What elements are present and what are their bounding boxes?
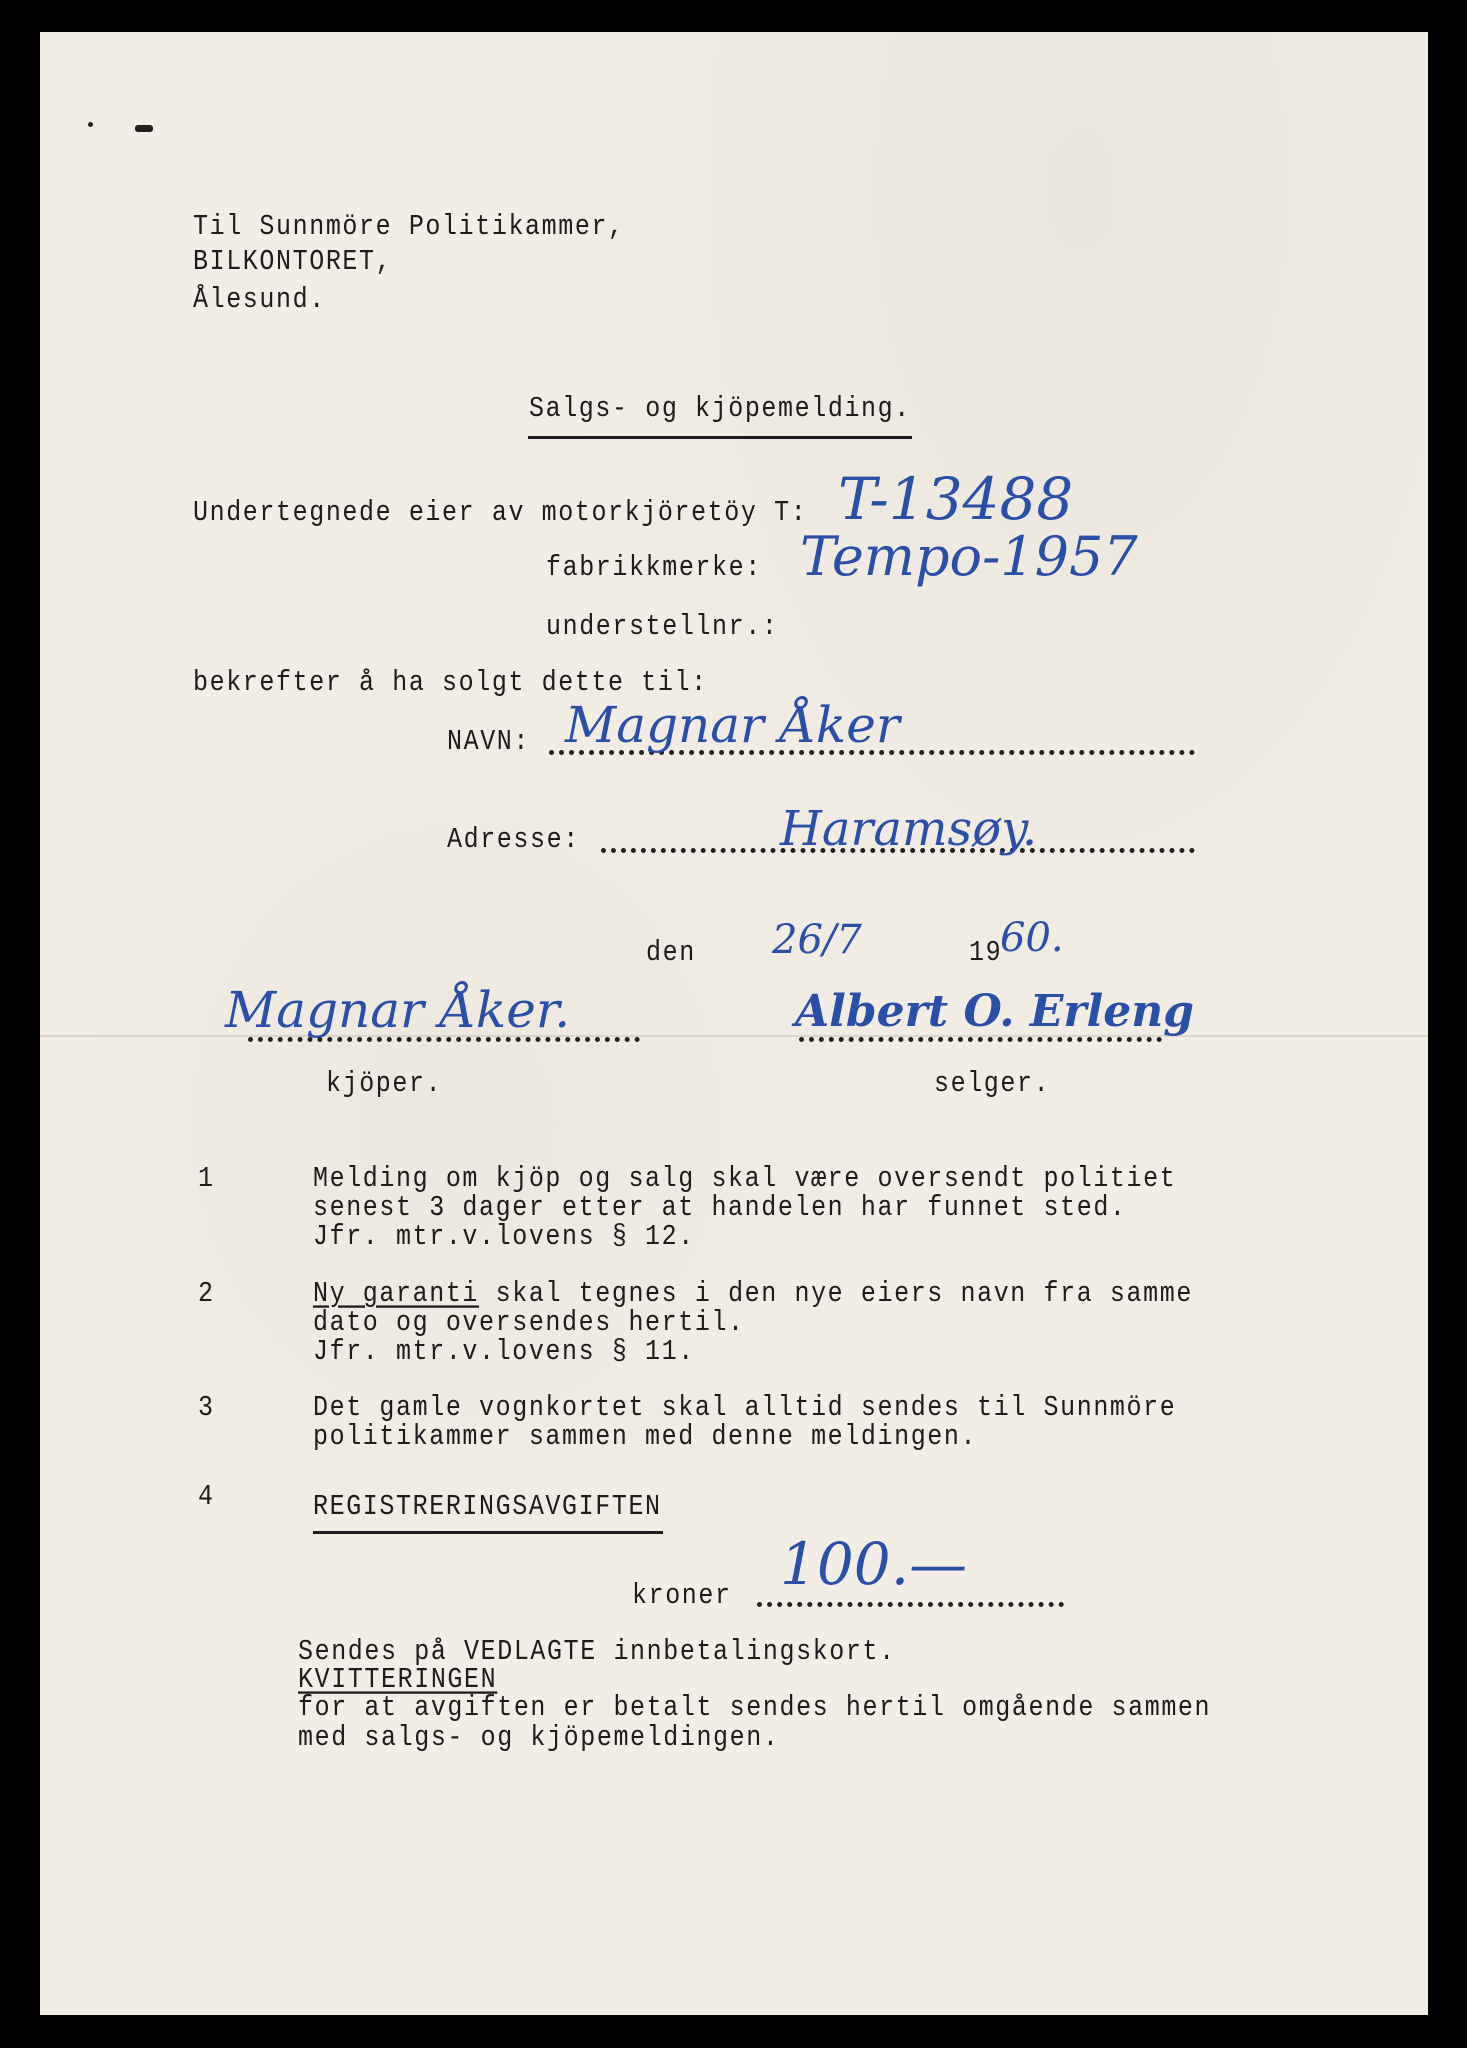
chassis-label: understellnr.: <box>546 609 779 644</box>
fee-heading: REGISTRERINGSAVGIFTEN <box>313 1489 662 1524</box>
registration-handwritten: T-13488 <box>838 465 1074 533</box>
ink-speck <box>88 122 93 127</box>
footer-line: Sendes på VEDLAGTE innbetalingskort. <box>298 1634 896 1669</box>
address-label: Adresse: <box>447 822 580 857</box>
buyer-label: kjöper. <box>326 1066 443 1101</box>
fee-label: kroner <box>632 1578 732 1613</box>
recipient-line-2: BILKONTORET, <box>193 244 393 279</box>
item-text-line: politikammer sammen med denne meldingen. <box>313 1419 978 1454</box>
item-number: 4 <box>198 1479 215 1514</box>
item-number: 2 <box>198 1276 215 1311</box>
item-text-line: Jfr. mtr.v.lovens § 12. <box>313 1219 695 1254</box>
owner-label: Undertegnede eier av motorkjöretöy T: <box>193 495 808 530</box>
document-title: Salgs- og kjöpemelding. <box>529 391 911 426</box>
item-text-line: Melding om kjöp og salg skal være oversendt politiet <box>313 1161 1177 1196</box>
footer-line: med salgs- og kjöpemeldingen. <box>298 1720 780 1755</box>
confirm-label: bekrefter å ha solgt dette til: <box>193 665 708 700</box>
buyer-signature: Magnar Åker. <box>225 981 571 1039</box>
ink-speck <box>135 125 153 132</box>
item-text-line <box>313 1276 1193 1311</box>
name-handwritten: Magnar Åker <box>565 696 900 754</box>
date-label: den <box>646 935 696 970</box>
underlined-phrase: Ny garanti <box>313 1276 480 1311</box>
date-handwritten: 26/7 <box>772 917 862 963</box>
item-number: 3 <box>198 1390 215 1425</box>
address-handwritten: Haramsøy. <box>780 801 1038 857</box>
fee-handwritten: 100.— <box>780 1530 968 1598</box>
item-number: 1 <box>198 1161 215 1196</box>
recipient-city: Ålesund. <box>193 282 326 317</box>
item-text-fragment: skal tegnes i den nye eiers navn fra samme <box>479 1276 1193 1311</box>
buyer-signature-line <box>248 1037 640 1042</box>
footer-receipt-heading: KVITTERINGEN <box>298 1662 498 1697</box>
year-handwritten: 60. <box>1000 915 1064 961</box>
title-underline <box>528 436 912 439</box>
year-prefix: 19 <box>969 935 1003 970</box>
fee-dotted-line <box>757 1602 1064 1607</box>
seller-label: selger. <box>934 1066 1051 1101</box>
item-text-line: senest 3 dager etter at handelen har funnet sted. <box>313 1190 1127 1225</box>
name-label: NAVN: <box>447 724 531 759</box>
footer-line: for at avgiften er betalt sendes hertil omgående sammen <box>298 1690 1212 1725</box>
item-text-line: Det gamle vognkortet skal alltid sendes til Sunnmöre <box>313 1390 1177 1425</box>
item-text-line: dato og oversendes hertil. <box>313 1305 745 1340</box>
item-text-line: Jfr. mtr.v.lovens § 11. <box>313 1334 695 1369</box>
seller-signature: Albert O. Erleng <box>795 986 1195 1037</box>
make-label: fabrikkmerke: <box>546 550 762 585</box>
recipient-line-1: Til Sunnmöre Politikammer, <box>193 209 625 244</box>
fee-heading-underline <box>313 1531 663 1534</box>
make-handwritten: Tempo-1957 <box>800 525 1138 588</box>
seller-signature-line <box>799 1037 1162 1042</box>
